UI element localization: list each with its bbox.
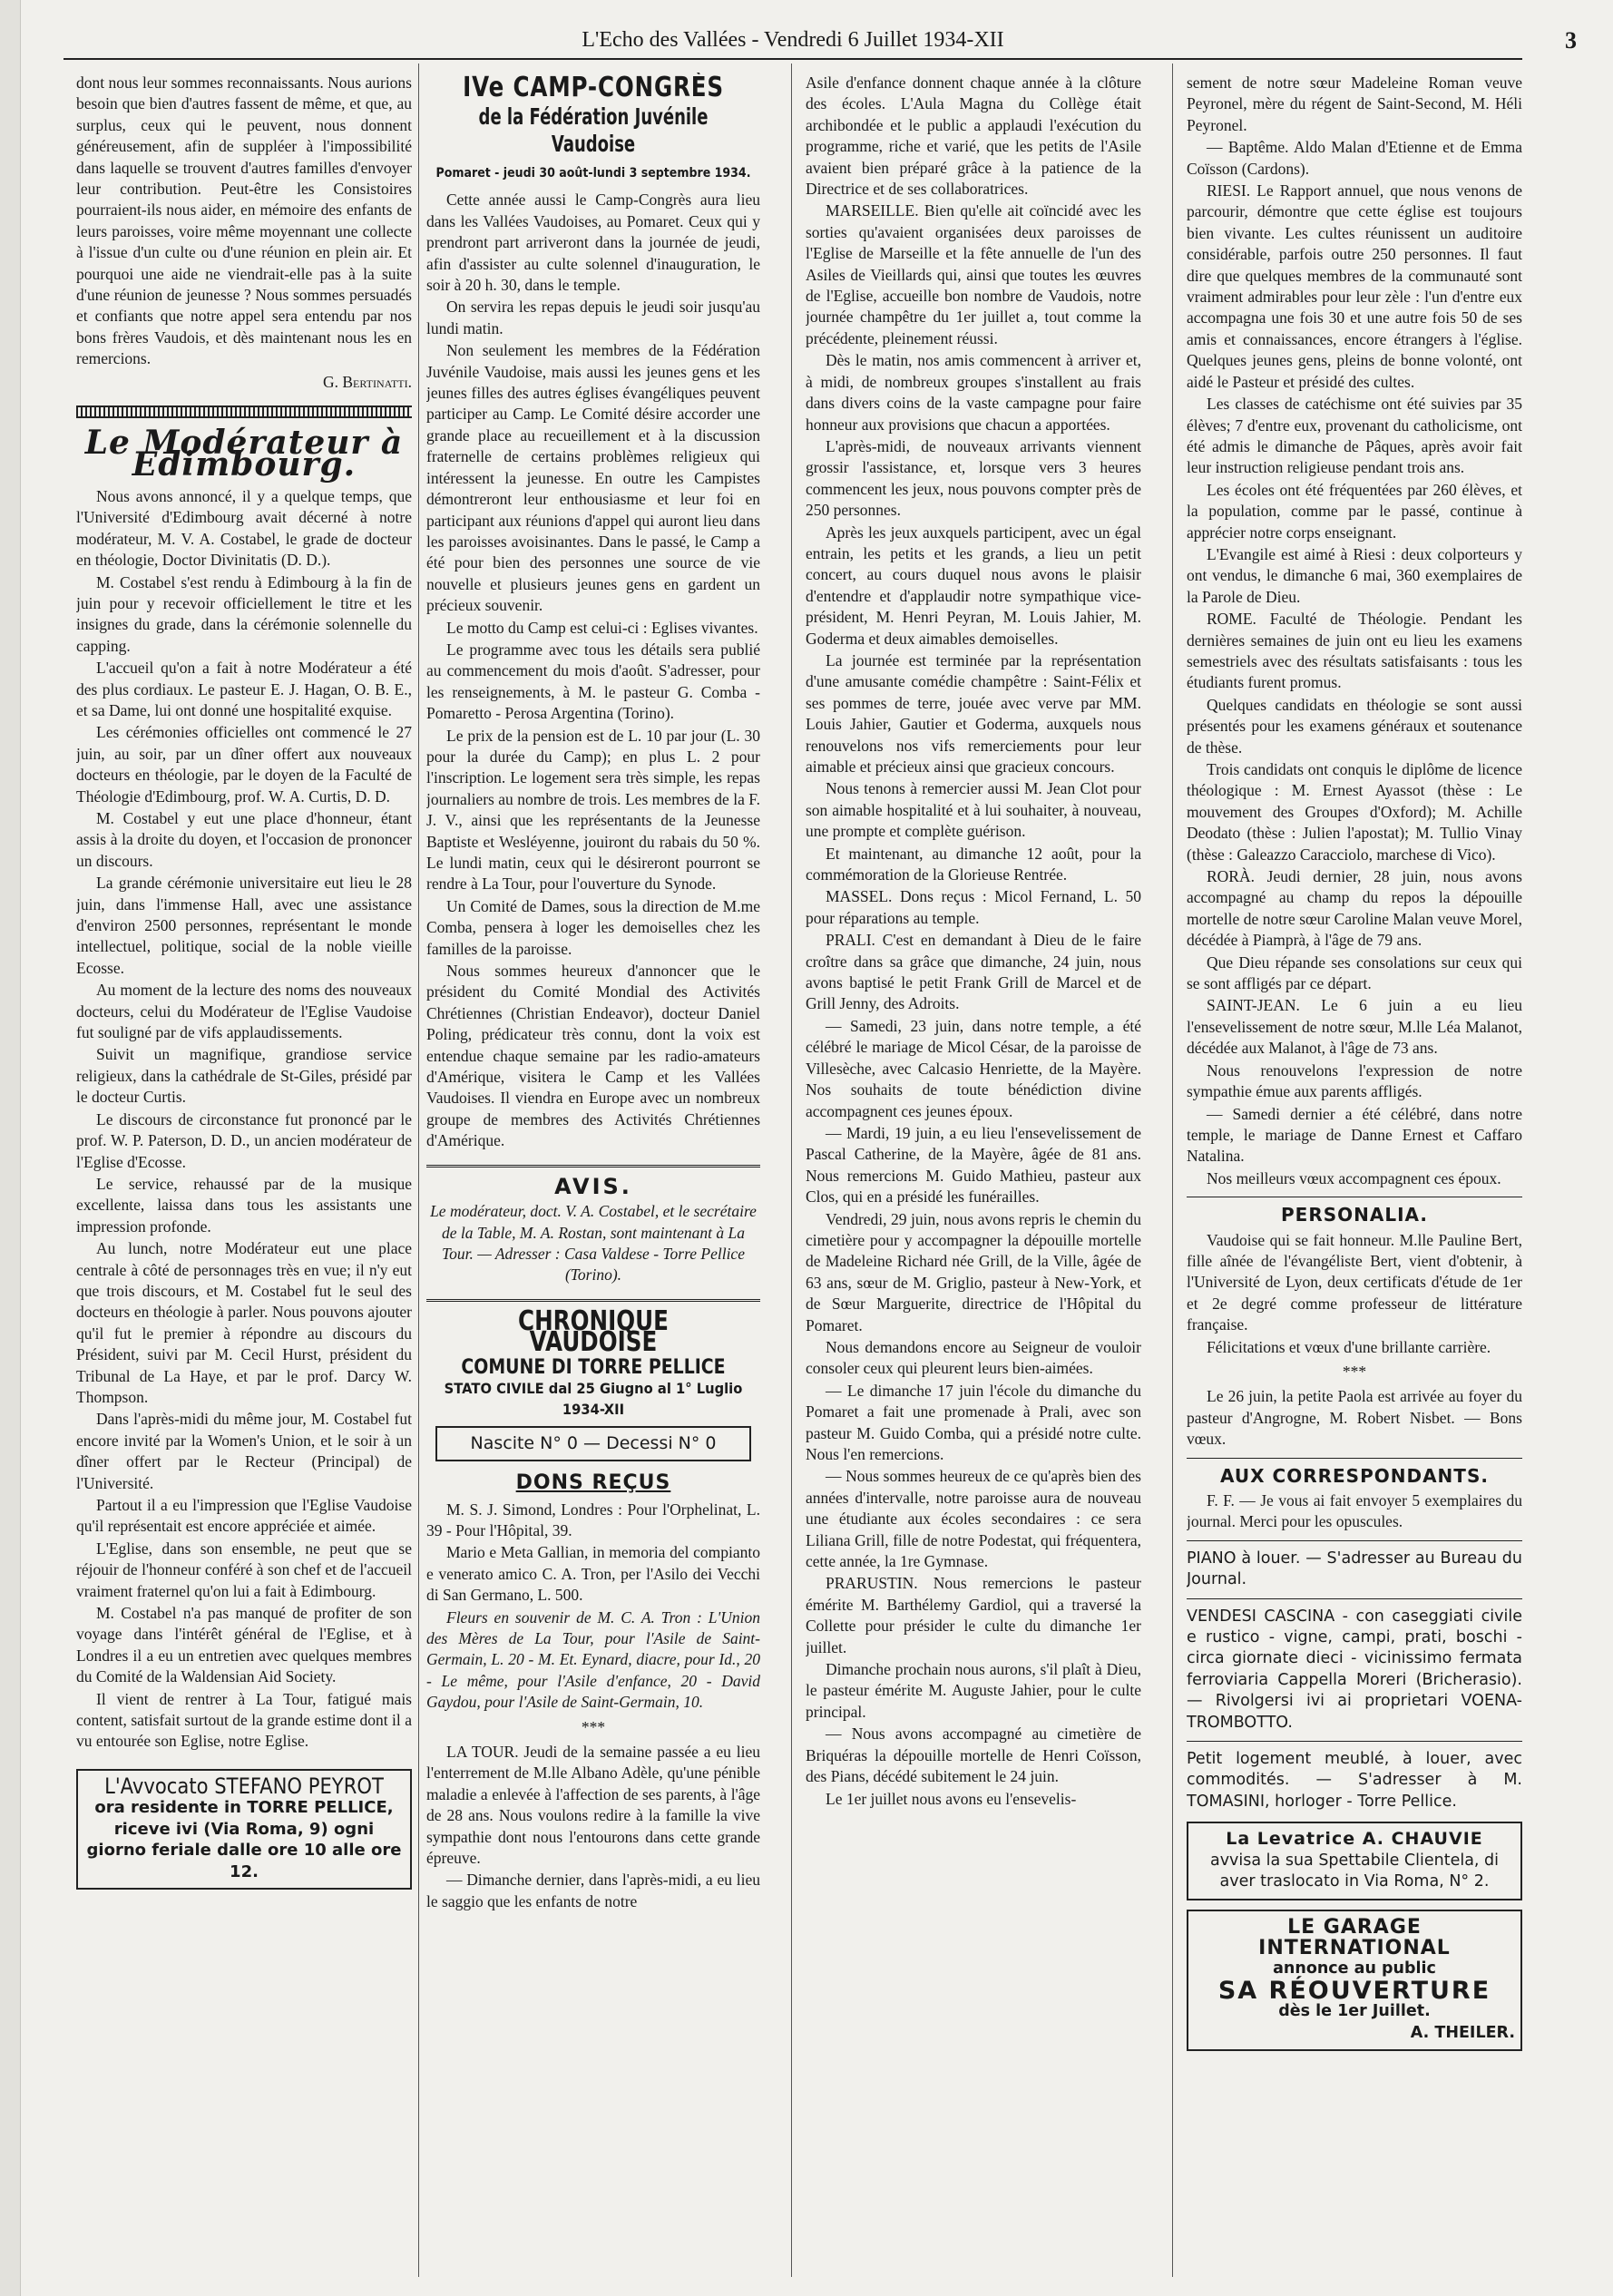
headline-camp-congres: IVe CAMP-CONGRÈS: [463, 73, 724, 103]
article-paragraph: Au moment de la lecture des noms des nouveaux docteurs, celui du Modérateur de l'Eglise Vaudoise fut souligné par de vifs applaudissements.: [76, 981, 412, 1042]
ad-text: dès le 1er Juillet.: [1278, 2002, 1431, 2021]
article-paragraph: sement de notre sœur Madeleine Roman veuve Peyronel, mère du régent de Saint-Second, M. Héli Peyronel.: [1187, 73, 1522, 134]
classified-logement: Petit logement meublé, à louer, avec commodités. — S'adresser à M. TOMASINI, horloger - Torre Pellice.: [1187, 1750, 1522, 1811]
correspondants-heading: AUX CORRESPONDANTS.: [1220, 1464, 1489, 1487]
column-rule: [791, 64, 792, 2277]
article-paragraph: Nous tenons à remercier aussi M. Jean Clot pour son aimable hospitalité et à lui souhaiter, à nouveau, une prompte et complète guérison.: [806, 779, 1141, 841]
ad-signature: A. THEILER.: [1410, 2023, 1515, 2042]
article-paragraph: La grande cérémonie universitaire eut lieu le 28 juin, dans l'immense Hall, avec une assistance d'environ 2500 personnes, représentant le monde intellectuel, politique, social de la noble vieille Ecosse.: [76, 874, 412, 977]
column-rule: [418, 64, 419, 2277]
article-paragraph: La journée est terminée par la représentation d'une amusante comédie champêtre : Saint-Félix et ses pommes de terre, jouée avec verve par MM. Louis Jahier, Gautier et Goderma, auxquels nous renouvelons nos vifs remerciements pour leur aimable et précieux ainsi que gracieux concours.: [806, 650, 1141, 776]
avis-text: Le modérateur, doct. V. A. Costabel, et le secrétaire de la Table, M. A. Rostan, sont maintenant à La Tour. — Adresser : Casa Valdese - Torre Pellice (Torino).: [430, 1202, 757, 1285]
article-paragraph: Nous avons annoncé, il y a quelque temps, que l'Université d'Edimbourg avait décerné à notre modérateur, M. V. A. Costabel, le grade de docteur en théologie, Doctor Divinitatis (D. D.).: [76, 486, 412, 570]
article-paragraph: Quelques candidats en théologie se sont aussi présentés pour les examens généraux et soutenance de thèse.: [1187, 695, 1522, 757]
article-paragraph: — Nous sommes heureux de ce qu'après bien des années d'intervalle, notre paroisse aura de nouveau une étudiante aux écoles secondaires : ce sera Liliana Grill, fille de notre Podestat, qui fréquentera, cette année, la 1re Gymnase.: [806, 1467, 1141, 1571]
signature: G. Bertinatti.: [322, 372, 412, 391]
headline-moderateur: Le Modérateur à Edimbourg.: [84, 424, 404, 484]
article-paragraph: F. F. — Je vous ai fait envoyer 5 exemplaires du journal. Merci pour les opuscules.: [1187, 1491, 1522, 1531]
article-paragraph: Au lunch, notre Modérateur eut une place centrale à côté de personnages très en vue; il n'y eut que trois discours, et M. Costabel fut le seul des docteurs en théologie à parler. Nous pouvons ajouter qu'il fut le premier à répondre au discours du Président, suivi par M. Cecil Hurst, président du Tribunal de La Haye, et par le prof. Darcy W. Thompson.: [76, 1239, 412, 1406]
article-paragraph: Le prix de la pension est de L. 10 par jour (L. 30 pour la durée du Camp); en plus L. 2 pour l'inscription. Le logement sera très simple, les repas journaliers au nombre de trois. Les membres de la F. J. V., ainsi que les représentants de la Jeunesse Baptiste et Wesléyenne, jouiront du rabais du 50 %. Le lundi matin, ceux qui le désireront pourront se rendre à La Tour, pour l'ouverture du Synode.: [426, 726, 760, 894]
article-paragraph: Et maintenant, au dimanche 12 août, pour la commémoration de la Glorieuse Rentrée.: [806, 844, 1141, 884]
ad-title: L'Avvocato STEFANO PEYROT: [104, 1773, 384, 1799]
article-paragraph: Dimanche prochain nous aurons, s'il plaît à Dieu, le pasteur émérite M. Auguste Jahier, pour le culte principal.: [806, 1660, 1141, 1721]
article-paragraph: Le 1er juillet nous avons eu l'ensevelis-: [826, 1789, 1077, 1808]
advertisement-levatrice: [1187, 1822, 1522, 1900]
article-paragraph: Le 26 juin, la petite Paola est arrivée au foyer du pasteur d'Angrogne, M. Robert Nisbet. — Bons vœux.: [1187, 1387, 1522, 1449]
masthead: L'Echo des Vallées - Vendredi 6 Juillet 1934-XII: [64, 25, 1522, 60]
article-paragraph: M. Costabel s'est rendu à Edimbourg à la fin de juin pour y recevoir officiellement le titre et les insignes du grade, dans la cérémonie solennelle du capping.: [76, 572, 412, 655]
article-paragraph: M. Costabel n'a pas manqué de profiter de son voyage dans l'intérêt général de l'Eglise, et à Londres il a eu un entretien avec quelques membres du Comité de la Waldensian Aid Society.: [76, 1604, 412, 1686]
article-paragraph: ROME. Faculté de Théologie. Pendant les dernières semaines de juin ont eu lieu les examens semestriels avec des résultats satisfaisants : tous les étudiants furent promus.: [1187, 610, 1522, 692]
article-paragraph: On servira les repas depuis le jeudi soir jusqu'au lundi matin.: [426, 298, 760, 337]
personalia-heading: PERSONALIA.: [1281, 1204, 1428, 1226]
asterism: ***: [581, 1717, 606, 1736]
section-divider: [1187, 1540, 1522, 1541]
ad-text: avvisa la sua Spettabile Clientela, di aver traslocato in Via Roma, N° 2.: [1209, 1851, 1500, 1891]
column-2: [426, 73, 760, 2268]
article-paragraph: L'Eglise, dans son ensemble, ne peut que se réjouir de l'honneur conféré à son chef et de l'accueil vraiment fraternel qu'on lui a fait à Edimbourg.: [76, 1539, 412, 1600]
article-paragraph: — Mardi, 19 juin, a eu lieu l'ensevelissement de Pascal Catherine, de la Mayère, âgée de 81 ans. Nous remercions M. Guido Mathieu, pasteur aux Clos, qui en a présidé les funérailles.: [806, 1123, 1141, 1207]
article-paragraph: Partout il a eu l'impression que l'Eglise Vaudoise qu'il représentait est encore appréciée et aimée.: [76, 1496, 412, 1536]
article-paragraph: L'accueil qu'on a fait à notre Modérateur a été des plus cordiaux. Le pasteur E. J. Hagan, O. B. E., et sa Dame, lui ont donné une hospitalité exquise.: [76, 659, 412, 719]
article-paragraph: MASSEL. Dons reçus : Micol Fernand, L. 50 pour réparations au temple.: [806, 887, 1141, 927]
section-divider: [426, 1165, 760, 1168]
column-rule: [1172, 64, 1173, 2277]
article-paragraph: Les classes de catéchisme ont été suivies par 35 élèves; 7 d'entre eux, provenant du catholicisme, ont été admis le dimanche de Pâques, après avoir fait leur instruction religieuse pendant trois ans.: [1187, 395, 1522, 477]
ad-text: annonce au public: [1273, 1959, 1436, 1978]
subheadline-federation: de la Fédération Juvénile Vaudoise: [478, 103, 709, 157]
article-paragraph: LA TOUR. Jeudi de la semaine passée a eu lieu l'enterrement de M.lle Albano Adèle, qu'une pénible maladie a enlevée à l'affection de ses parents, à l'âge de 28 ans. Nous voulons redire à la famille la vive sympathie dont nous l'entourons dans cette grande épreuve.: [426, 1743, 760, 1868]
advertisement-peyrot: [76, 1769, 412, 1890]
asterism: ***: [1342, 1362, 1367, 1381]
article-paragraph: Après les jeux auxquels participent, avec un égal entrain, les petits et les grands, a lieu un petit concert, au cours duquel nous avons le plaisir d'entendre et d'applaudir notre sympathique vice-président, M. Henri Peyran, M. Louis Jahier, M. Goderma et deux aimables demoiselles.: [806, 523, 1141, 648]
birth-death-box: Nascite N° 0 — Decessi N° 0: [435, 1426, 751, 1461]
column-1: [76, 73, 412, 2268]
article-paragraph: Dès le matin, nos amis commencent à arriver et, à midi, de nombreux groupes s'installent au frais dans divers coins de la vaste campagne pour faire honneur aux provisions que chacun a apportées.: [806, 351, 1141, 434]
adjacent-page-edge: [0, 0, 21, 2296]
article-paragraph: Vaudoise qui se fait honneur. M.lle Pauline Bert, fille aînée de l'évangéliste Bert, vient d'obtenir, à l'Université de Lyon, deux certificats d'étude de 1er et 2e degré comme professeur de littérature française.: [1187, 1230, 1522, 1334]
article-paragraph: — Baptême. Aldo Malan d'Etienne et de Emma Coïsson (Cardons).: [1187, 138, 1522, 178]
article-paragraph: Le programme avec tous les détails sera publié au commencement du mois d'août. S'adresser, pour les renseignements, à M. le pasteur G. Comba - Pomaretto - Perosa Argentina (Torino).: [426, 640, 760, 723]
article-paragraph: L'Evangile est aimé à Riesi : deux colporteurs y ont vendus, le dimanche 6 mai, 360 exemplaires de la Parole de Dieu.: [1187, 544, 1522, 606]
dons-heading: DONS REÇUS: [515, 1471, 671, 1495]
article-paragraph: — Samedi, 23 juin, dans notre temple, a été célébré le mariage de Micol César, de la paroisse de Villesèche, avec Calcasio Henriette, de la Mayère. Nos souhaits de toute bénédiction divine accompagnent ces jeunes époux.: [806, 1016, 1141, 1120]
section-divider: [1187, 1458, 1522, 1459]
avis-heading: AVIS.: [554, 1173, 632, 1199]
article-paragraph: Le service, rehaussé par de la musique excellente, laissa dans tous les assistants une impression profonde.: [76, 1174, 412, 1236]
article-paragraph: Mario e Meta Gallian, in memoria del compianto e venerato amico C. A. Tron, per l'Asilo dei Vecchi di San Germano, L. 500.: [426, 1543, 760, 1605]
section-divider: [426, 1299, 760, 1302]
article-paragraph: Le discours de circonstance fut prononcé par le prof. W. P. Paterson, D. D., un ancien modérateur de l'Eglise d'Ecosse.: [76, 1109, 412, 1171]
article-paragraph: Un Comité de Dames, sous la direction de M.me Comba, pensera à loger les demoiselles chez les familles de la paroisse.: [426, 896, 760, 958]
article-paragraph: Asile d'enfance donnent chaque année à la clôture des écoles. L'Aula Magna du Collège était archibondée et le public a applaudi l'exécution du programme, riche et varié, que les petits de l'Asile avaient bien préparé grâce à la patience de la Directrice et de ses collaboratrices.: [806, 73, 1141, 199]
article-paragraph: RIESI. Le Rapport annuel, que nous venons de parcourir, démontre que cette église est toujours bien vivante. Les cultes réunissent un auditoire considérable, parfois outre 250 personnes. Il faut dire que quelques membres de la communauté sont vraiment admirables pour leur zèle : l'un d'entre eux accompagna une fois 30 et une autre fois 50 de ses amis et connaissances, encore étrangers à l'église. Quelques jeunes gens, pleins de bonne volonté, ont aidé le Pasteur et présidé des cultes.: [1187, 181, 1522, 391]
section-divider: [1187, 1598, 1522, 1599]
column-4: [1187, 73, 1522, 2268]
article-paragraph: RORÀ. Jeudi dernier, 28 juin, nous avons accompagné au champ du repos la dépouille mortelle de notre sœur Caroline Malan veuve Morel, décédée à Piamprà, à l'âge de 79 ans.: [1187, 867, 1522, 950]
column-3: [806, 73, 1141, 2268]
article-paragraph: dont nous leur sommes reconnaissants. Nous aurions besoin que bien d'autres fassent de même, et que, au surplus, ceux qui le peuvent, nous donnent généreusement, afin de suppléer à l'impossibilité dans laquelle se trouvent d'autres familles d'envoyer leur contribution. Peut-être les Consistoires pourraient-ils nous aider, en mémoire des enfants de leurs paroisses, voire même moyennant une collecte à l'issue d'un culte ou d'une réunion en plein air. Et pourquoi une aide ne viendrait-elle pas à la suite d'une réunion de jeunesse ? Nous sommes persuadés et confiants que notre appel sera entendu par nos bons frères Vaudois, et dès maintenant nous les en remercions.: [76, 73, 412, 368]
article-paragraph: Fleurs en souvenir de M. C. A. Tron : L'Union des Mères de La Tour, pour l'Asile de Saint-Germain, L. 20 - M. Et. Eynard, diacre, pour Id., 20 - Le même, pour l'Asile d'enfance, 20 - David Gaydou, pour l'Asile de Saint-Germain, 10.: [426, 1607, 760, 1712]
dateline: Pomaret - jeudi 30 août-lundi 3 septembre 1934.: [435, 166, 751, 181]
page-number: 3: [1565, 27, 1577, 54]
ad-title: La Levatrice A. CHAUVIE: [1226, 1829, 1483, 1850]
article-paragraph: Les écoles ont été fréquentées par 260 élèves, et la population, comme par le passé, continue à apprécier notre corps enseignant.: [1187, 480, 1522, 542]
ad-text: ora residente in TORRE PELLICE, riceve ivi (Via Roma, 9) ogni giorno feriale dalle ore 10 alle ore 12.: [86, 1798, 402, 1881]
headline-chronique: CHRONIQUE VAUDOISE: [518, 1304, 669, 1359]
article-paragraph: SAINT-JEAN. Le 6 juin a eu lieu l'ensevelissement de notre sœur, M.lle Léa Malanot, décédée aux Malanot, à l'âge de 73 ans.: [1187, 996, 1522, 1058]
article-paragraph: PRALI. C'est en demandant à Dieu de le faire croître dans sa grâce que dimanche, 24 juin, nous avons baptisé le petit Frank Grill de Marcel et de Grill Jenny, des Adroits.: [806, 931, 1141, 1013]
article-paragraph: Que Dieu répande ses consolations sur ceux qui se sont affligés par ce départ.: [1187, 953, 1522, 993]
article-paragraph: Nous renouvelons l'expression de notre sympathie émue aux parents affligés.: [1187, 1060, 1522, 1101]
article-paragraph: Les cérémonies officielles ont commencé le 27 juin, au soir, par un dîner offert aux nouveaux docteurs en théologie, par le doyen de la Faculté de Théologie d'Edimbourg, prof. W. A. Curtis, D. D.: [76, 723, 412, 806]
article-paragraph: Vendredi, 29 juin, nous avons repris le chemin du cimetière pour y accompagner la dépouille mortelle de Madeleine Richard née Grill, de la Ville, âgée de 63 ans, sœur de M. Griglio, pasteur à New-York, et de Sœur Marguerite, directrice de l'Hôpital du Pomaret.: [806, 1209, 1141, 1334]
comune-heading: COMUNE DI TORRE PELLICE: [461, 1355, 726, 1379]
article-paragraph: Dans l'après-midi du même jour, M. Costabel fut encore invité par la Women's Union, et le soir à un dîner offert par le Recteur (Principal) de l'Université.: [76, 1410, 412, 1492]
ornamental-divider: [76, 405, 412, 418]
advertisement-garage: [1187, 1910, 1522, 2051]
article-paragraph: Nous sommes heureux d'annoncer que le président du Comité Mondial des Activités Chrétiennes (Christian Endeavor), docteur Daniel Poling, prédicateur très connu, dont la voix est entendue chaque semaine par les radio-amateurs d'Amérique, visitera le Camp et les Vallées Vaudoises. Il viendra en Europe avec un nombreux groupe de membres des Activités Chrétiennes d'Amérique.: [426, 962, 760, 1150]
article-paragraph: Félicitations et vœux d'une brillante carrière.: [1207, 1337, 1491, 1356]
article-paragraph: Cette année aussi le Camp-Congrès aura lieu dans les Vallées Vaudoises, au Pomaret. Ceux qui y prendront part arriveront dans la journée de jeudi, afin d'assister au culte solennel d'inauguration, le soir à 20 h. 30, dans le temple.: [426, 191, 760, 295]
article-paragraph: Trois candidats ont conquis le diplôme de licence théologique : M. Ernest Ayassot (thèse : Le mouvement des Groupes d'Oxford); M. Achille Deodato (thèse : Julien l'apostat); M. Tullio Vinay (thèse : Galeazzo Caracciolo, marchese di Vico).: [1187, 760, 1522, 864]
ad-text: SA RÉOUVERTURE: [1217, 1976, 1491, 2005]
article-paragraph: — Samedi dernier a été célébré, dans notre temple, le mariage de Danne Ernest et Caffaro Natalina.: [1187, 1104, 1522, 1166]
article-paragraph: — Dimanche dernier, dans l'après-midi, a eu lieu le saggio que les enfants de notre: [426, 1871, 760, 1910]
article-paragraph: L'après-midi, de nouveaux arrivants viennent grossir l'assistance, et, lorsque vers 3 heures commencent les jeux, nous pouvons compter près de 250 personnes.: [806, 436, 1141, 520]
article-paragraph: Il vient de rentrer à La Tour, fatigué mais content, satisfait surtout de la grande estime dont il a vu entourée son Eglise, notre Eglise.: [76, 1689, 412, 1751]
classified-piano: PIANO à louer. — S'adresser au Bureau du Journal.: [1187, 1549, 1522, 1589]
article-paragraph: M. S. J. Simond, Londres : Pour l'Orphelinat, L. 39 - Pour l'Hôpital, 39.: [426, 1500, 760, 1539]
article-paragraph: — Le dimanche 17 juin l'école du dimanche du Pomaret a fait une promenade à Prali, avec son pasteur M. Guido Comba, qui a présidé notre culte. Nous l'en remercions.: [806, 1381, 1141, 1463]
section-divider: [1187, 1741, 1522, 1742]
article-paragraph: Non seulement les membres de la Fédération Juvénile Vaudoise, mais aussi les jeunes gens et les jeunes filles des autres églises évangéliques peuvent participer au Camp. Le Comité désire accorder une grande place au recueillement et à la discussion fraternelle de certains problèmes religieux qui intéressent la jeunesse. En outre les Campistes démontreront leur enthousiasme et leur foi en participant aux réunions d'appel qui auront lieu dans les paroisses avoisinantes. Dans le passé, le Camp a été pour bien des personnes une source de vie nouvelle et plusieurs jeunes gens en gardent un précieux souvenir.: [426, 341, 760, 615]
classified-vendesi: VENDESI CASCINA - con caseggiati civile e rustico - vigne, campi, prati, boschi - circa giornate dieci - vicinissimo fermata ferroviaria Cappella Moreri (Bricherasio). — Rivolgersi ivi ai proprietari VOENA-TROMBOTTO.: [1187, 1607, 1522, 1732]
article-paragraph: — Nous avons accompagné au cimetière de Briquéras la dépouille mortelle de Henri Coïsson, des Pians, décédé subitement le 24 juin.: [806, 1724, 1141, 1786]
stato-civile-heading: STATO CIVILE dal 25 Giugno al 1° Luglio 1934-XII: [444, 1379, 743, 1419]
article-paragraph: PRARUSTIN. Nous remercions le pasteur émérite M. Barthélemy Gardiol, qui a traversé la Collette pour présider le culte du dimanche 1er juillet.: [806, 1574, 1141, 1656]
article-paragraph: Nos meilleurs vœux accompagnent ces époux.: [1207, 1168, 1501, 1187]
article-paragraph: Nous demandons encore au Seigneur de vouloir consoler ceux qui pleurent leurs bien-aimées.: [806, 1337, 1141, 1378]
article-paragraph: M. Costabel y eut une place d'honneur, étant assis à la droite du doyen, et l'occasion de prononcer un discours.: [76, 809, 412, 870]
article-paragraph: Le motto du Camp est celui-ci : Eglises vivantes.: [446, 618, 758, 637]
article-paragraph: MARSEILLE. Bien qu'elle ait coïncidé avec les sorties qu'avaient organisées deux paroisses de l'Eglise de Marseille et la fête annuelle de l'un des Asiles de Vieillards qui, ainsi que toutes les œuvres de l'Eglise, accueille bon nombre de Vaudois, notre journée champêtre du 1er juillet a, tout comme la précédente, pleinement réussi.: [806, 201, 1141, 347]
article-paragraph: Suivit un magnifique, grandiose service religieux, dans la cathédrale de St-Giles, présidé par le docteur Curtis.: [76, 1045, 412, 1107]
ad-title: LE GARAGE INTERNATIONAL: [1258, 1915, 1451, 1959]
